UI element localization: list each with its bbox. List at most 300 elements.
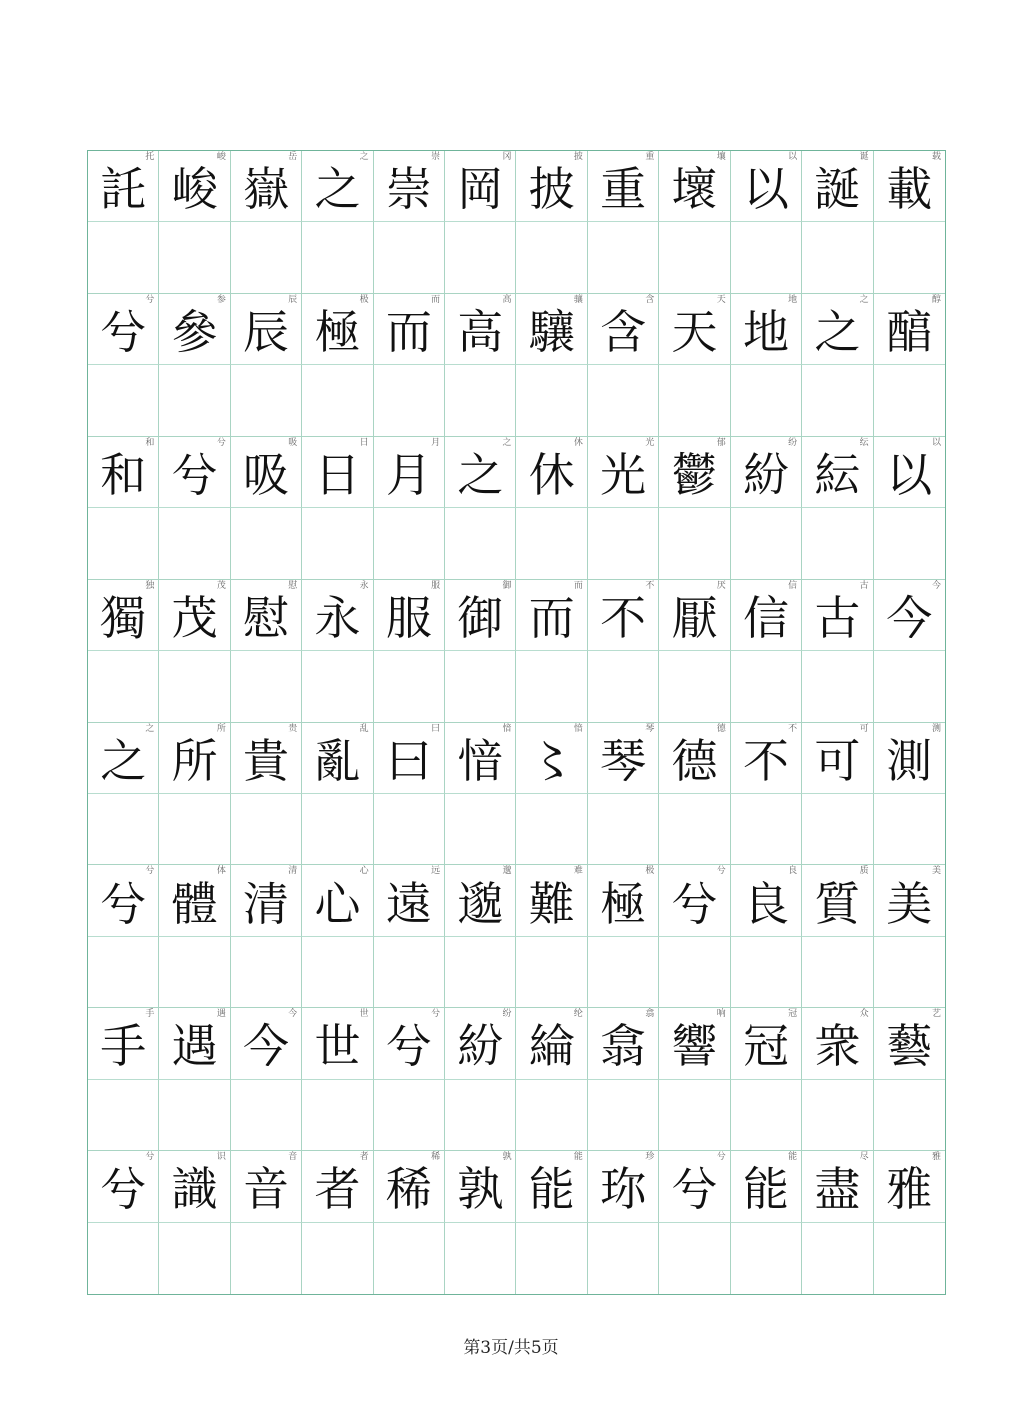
simplified-hint: 而: [573, 580, 583, 591]
blank-practice-cell: [874, 1080, 945, 1151]
simplified-hint: 能: [573, 1152, 583, 1163]
character-cell: [159, 1151, 230, 1222]
calligraphy-character: 慰: [243, 590, 290, 645]
blank-practice-cell: [731, 365, 802, 436]
calligraphy-character: 不: [742, 733, 789, 788]
character-cell: [88, 865, 159, 936]
character-cell: [302, 437, 373, 508]
simplified-hint: 琴: [645, 723, 655, 734]
blank-practice-cell: [588, 937, 659, 1008]
calligraphy-character: 含: [600, 305, 647, 360]
simplified-hint: 之: [359, 152, 369, 162]
simplified-hint: 手: [145, 1009, 155, 1020]
calligraphy-character: 體: [171, 876, 218, 931]
blank-practice-cell: [516, 365, 587, 436]
calligraphy-character: 測: [886, 733, 933, 788]
simplified-hint: 今: [931, 580, 941, 591]
calligraphy-character: 難: [528, 876, 575, 931]
calligraphy-character: 清: [243, 876, 290, 931]
simplified-hint: 雅: [931, 1152, 941, 1163]
simplified-hint: 美: [931, 866, 941, 877]
simplified-hint: 和: [145, 437, 155, 448]
simplified-hint: 测: [931, 723, 941, 734]
simplified-hint: 愔: [502, 723, 512, 734]
blank-practice-cell: [802, 1080, 873, 1151]
blank-practice-cell: [802, 222, 873, 293]
blank-practice-cell: [731, 937, 802, 1008]
calligraphy-character: 崇: [385, 162, 432, 217]
simplified-hint: 骧: [573, 294, 583, 305]
blank-practice-cell: [516, 1223, 587, 1294]
simplified-hint: 珍: [645, 1152, 655, 1163]
character-cell: [159, 294, 230, 365]
calligraphy-character: 邈: [457, 876, 504, 931]
simplified-hint: 愔: [573, 723, 583, 734]
simplified-hint: 载: [931, 152, 941, 162]
calligraphy-character: 地: [742, 305, 789, 360]
character-cell: [302, 1151, 373, 1222]
character-cell: [374, 1008, 445, 1079]
blank-practice-cell: [88, 1080, 159, 1151]
simplified-hint: 御: [502, 580, 512, 591]
character-cell: [159, 437, 230, 508]
simplified-hint: 月: [431, 437, 441, 448]
blank-practice-cell: [88, 937, 159, 1008]
calligraphy-character: 和: [100, 447, 147, 502]
blank-practice-cell: [731, 1223, 802, 1294]
character-cell: [88, 437, 159, 508]
blank-practice-cell: [374, 1080, 445, 1151]
character-cell: [588, 580, 659, 651]
calligraphy-character: 雅: [886, 1162, 933, 1217]
calligraphy-character: 手: [100, 1019, 147, 1074]
character-cell: [231, 580, 302, 651]
blank-practice-cell: [302, 937, 373, 1008]
calligraphy-character: 峻: [171, 162, 218, 217]
blank-practice-cell: [159, 1080, 230, 1151]
character-cell: [802, 1008, 873, 1079]
character-cell: [516, 294, 587, 365]
simplified-hint: 不: [788, 723, 798, 734]
character-cell: [802, 294, 873, 365]
calligraphy-character: 世: [314, 1019, 361, 1074]
calligraphy-character: 月: [385, 447, 432, 502]
calligraphy-character: 天: [671, 305, 718, 360]
simplified-hint: 体: [216, 866, 226, 877]
calligraphy-character: 之: [457, 447, 504, 502]
character-cell: [445, 1151, 516, 1222]
simplified-hint: 吸: [288, 437, 298, 448]
character-cell: [302, 723, 373, 794]
calligraphy-character: 琴: [600, 733, 647, 788]
character-cell: [445, 294, 516, 365]
simplified-hint: 众: [859, 1009, 869, 1020]
calligraphy-character: 高: [457, 305, 504, 360]
character-cell: [659, 1008, 730, 1079]
calligraphy-character: 紛: [457, 1019, 504, 1074]
calligraphy-character: 心: [314, 876, 361, 931]
character-cell: [231, 1151, 302, 1222]
calligraphy-character: 信: [742, 590, 789, 645]
blank-practice-cell: [302, 1080, 373, 1151]
character-cell: [302, 1008, 373, 1079]
calligraphy-character: 披: [528, 162, 575, 217]
blank-practice-cell: [731, 1080, 802, 1151]
character-cell: [302, 865, 373, 936]
blank-practice-cell: [874, 1223, 945, 1294]
blank-practice-cell: [445, 508, 516, 579]
simplified-hint: 极: [645, 866, 655, 877]
character-cell: [231, 437, 302, 508]
calligraphy-character: 光: [600, 447, 647, 502]
character-cell: [88, 294, 159, 365]
calligraphy-character: 而: [528, 590, 575, 645]
calligraphy-character: 稀: [385, 1162, 432, 1217]
simplified-hint: 纷: [788, 437, 798, 448]
blank-practice-cell: [874, 794, 945, 865]
blank-practice-cell: [374, 508, 445, 579]
blank-practice-cell: [445, 651, 516, 722]
character-cell: [874, 1008, 945, 1079]
calligraphy-character: 參: [171, 305, 218, 360]
character-cell: [159, 580, 230, 651]
character-cell: [731, 1008, 802, 1079]
character-cell: [731, 865, 802, 936]
blank-practice-cell: [159, 508, 230, 579]
calligraphy-character: 能: [528, 1162, 575, 1217]
calligraphy-character: 誕: [814, 162, 861, 217]
calligraphy-character: 休: [528, 447, 575, 502]
blank-practice-cell: [516, 651, 587, 722]
blank-practice-cell: [374, 794, 445, 865]
character-cell: [231, 1008, 302, 1079]
simplified-hint: 重: [645, 152, 655, 162]
character-cell: [445, 151, 516, 222]
character-cell: [588, 723, 659, 794]
simplified-hint: 德: [716, 723, 726, 734]
calligraphy-character: 之: [314, 162, 361, 217]
blank-practice-cell: [231, 937, 302, 1008]
calligraphy-character: 遠: [385, 876, 432, 931]
blank-practice-cell: [588, 651, 659, 722]
calligraphy-character: 獨: [100, 590, 147, 645]
simplified-hint: 醇: [931, 294, 941, 305]
character-cell: [874, 580, 945, 651]
character-cell: [731, 294, 802, 365]
character-cell: [802, 723, 873, 794]
character-cell: [516, 580, 587, 651]
blank-practice-cell: [659, 222, 730, 293]
blank-practice-cell: [802, 937, 873, 1008]
simplified-hint: 响: [716, 1009, 726, 1020]
simplified-hint: 独: [145, 580, 155, 591]
blank-practice-cell: [588, 794, 659, 865]
blank-practice-cell: [231, 222, 302, 293]
character-cell: [731, 580, 802, 651]
character-cell: [588, 437, 659, 508]
calligraphy-character: 驤: [528, 305, 575, 360]
calligraphy-character: 不: [600, 590, 647, 645]
character-cell: [659, 437, 730, 508]
blank-practice-cell: [659, 365, 730, 436]
blank-practice-cell: [588, 222, 659, 293]
calligraphy-character: 遇: [171, 1019, 218, 1074]
simplified-hint: 茂: [216, 580, 226, 591]
simplified-hint: 兮: [216, 437, 226, 448]
blank-practice-cell: [159, 937, 230, 1008]
character-cell: [588, 1151, 659, 1222]
calligraphy-character: 服: [385, 590, 432, 645]
calligraphy-character: 藝: [886, 1019, 933, 1074]
character-cell: [659, 865, 730, 936]
blank-practice-cell: [445, 1080, 516, 1151]
blank-practice-cell: [445, 794, 516, 865]
simplified-hint: 邈: [502, 866, 512, 877]
calligraphy-character: 美: [886, 876, 933, 931]
calligraphy-character: 兮: [671, 876, 718, 931]
blank-practice-cell: [659, 1223, 730, 1294]
character-cell: [802, 1151, 873, 1222]
simplified-hint: 服: [431, 580, 441, 591]
calligraphy-character: 古: [814, 590, 861, 645]
character-cell: [731, 723, 802, 794]
blank-practice-cell: [231, 651, 302, 722]
simplified-hint: 极: [359, 294, 369, 305]
character-cell: [516, 723, 587, 794]
simplified-hint: 音: [288, 1152, 298, 1163]
simplified-hint: 之: [502, 437, 512, 448]
blank-practice-cell: [302, 651, 373, 722]
simplified-hint: 遇: [216, 1009, 226, 1020]
calligraphy-character: 可: [814, 733, 861, 788]
calligraphy-character: 載: [886, 162, 933, 217]
blank-practice-cell: [802, 651, 873, 722]
simplified-hint: 艺: [931, 1009, 941, 1020]
character-cell: [374, 723, 445, 794]
simplified-hint: 天: [716, 294, 726, 305]
simplified-hint: 良: [788, 866, 798, 877]
blank-practice-cell: [731, 222, 802, 293]
blank-practice-cell: [731, 794, 802, 865]
simplified-hint: 纷: [502, 1009, 512, 1020]
simplified-hint: 之: [145, 723, 155, 734]
calligraphy-character: 今: [886, 590, 933, 645]
simplified-hint: 披: [573, 152, 583, 162]
calligraphy-character: 冠: [742, 1019, 789, 1074]
character-cell: [874, 151, 945, 222]
simplified-hint: 兮: [145, 294, 155, 305]
character-cell: [874, 294, 945, 365]
blank-practice-cell: [159, 365, 230, 436]
blank-practice-cell: [516, 508, 587, 579]
blank-practice-cell: [874, 365, 945, 436]
blank-practice-cell: [802, 1223, 873, 1294]
blank-practice-cell: [88, 794, 159, 865]
page-number: 第3页/共5页: [463, 1338, 559, 1358]
calligraphy-character: 翕: [600, 1019, 647, 1074]
simplified-hint: 今: [288, 1009, 298, 1020]
simplified-hint: 永: [359, 580, 369, 591]
calligraphy-character: 託: [100, 162, 147, 217]
calligraphy-character: 極: [600, 876, 647, 931]
blank-practice-cell: [159, 651, 230, 722]
simplified-hint: 兮: [716, 866, 726, 877]
character-cell: [302, 294, 373, 365]
calligraphy-character: 音: [243, 1162, 290, 1217]
simplified-hint: 冈: [502, 152, 512, 162]
simplified-hint: 含: [645, 294, 655, 305]
blank-practice-cell: [302, 1223, 373, 1294]
simplified-hint: 参: [216, 294, 226, 305]
calligraphy-character: 以: [742, 162, 789, 217]
blank-practice-cell: [802, 794, 873, 865]
character-cell: [659, 151, 730, 222]
blank-practice-cell: [874, 937, 945, 1008]
calligraphy-character: 所: [171, 733, 218, 788]
simplified-hint: 清: [288, 866, 298, 877]
simplified-hint: 兮: [431, 1009, 441, 1020]
simplified-hint: 郁: [716, 437, 726, 448]
character-cell: [159, 723, 230, 794]
calligraphy-character: 衆: [814, 1019, 861, 1074]
blank-practice-cell: [659, 937, 730, 1008]
simplified-hint: 厌: [716, 580, 726, 591]
simplified-hint: 稀: [431, 1152, 441, 1163]
simplified-hint: 信: [788, 580, 798, 591]
blank-practice-cell: [588, 1223, 659, 1294]
character-cell: [374, 294, 445, 365]
blank-practice-cell: [445, 365, 516, 436]
character-cell: [302, 151, 373, 222]
calligraphy-character: 綸: [528, 1019, 575, 1074]
character-cell: [659, 580, 730, 651]
simplified-hint: 之: [859, 294, 869, 305]
calligraphy-practice-grid: [87, 150, 946, 1295]
simplified-hint: 兮: [145, 1152, 155, 1163]
blank-practice-cell: [802, 365, 873, 436]
calligraphy-character: 之: [814, 305, 861, 360]
character-cell: [516, 151, 587, 222]
simplified-hint: 古: [859, 580, 869, 591]
character-cell: [516, 1008, 587, 1079]
blank-practice-cell: [231, 508, 302, 579]
blank-practice-cell: [445, 1223, 516, 1294]
simplified-hint: 兮: [145, 866, 155, 877]
calligraphy-character: 兮: [100, 876, 147, 931]
simplified-hint: 冠: [788, 1009, 798, 1020]
calligraphy-character: 良: [742, 876, 789, 931]
character-cell: [302, 580, 373, 651]
simplified-hint: 纭: [859, 437, 869, 448]
blank-practice-cell: [88, 508, 159, 579]
simplified-hint: 壤: [716, 152, 726, 162]
simplified-hint: 崇: [431, 152, 441, 162]
character-cell: [374, 1151, 445, 1222]
character-cell: [88, 151, 159, 222]
simplified-hint: 休: [573, 437, 583, 448]
calligraphy-character: 愔: [457, 733, 504, 788]
calligraphy-character: 珎: [600, 1162, 647, 1217]
calligraphy-character: 壞: [671, 162, 718, 217]
character-cell: [874, 865, 945, 936]
character-cell: [374, 580, 445, 651]
blank-practice-cell: [231, 1080, 302, 1151]
simplified-hint: 心: [359, 866, 369, 877]
blank-practice-cell: [374, 222, 445, 293]
simplified-hint: 峻: [216, 152, 226, 162]
blank-practice-cell: [159, 1223, 230, 1294]
calligraphy-character: 紜: [814, 447, 861, 502]
character-cell: [588, 294, 659, 365]
simplified-hint: 难: [573, 866, 583, 877]
simplified-hint: 托: [145, 152, 155, 162]
simplified-hint: 识: [216, 1152, 226, 1163]
character-cell: [159, 865, 230, 936]
character-cell: [874, 1151, 945, 1222]
simplified-hint: 不: [645, 580, 655, 591]
simplified-hint: 地: [788, 294, 798, 305]
blank-practice-cell: [159, 794, 230, 865]
blank-practice-cell: [516, 937, 587, 1008]
blank-practice-cell: [231, 365, 302, 436]
character-cell: [374, 151, 445, 222]
character-cell: [445, 723, 516, 794]
blank-practice-cell: [374, 937, 445, 1008]
character-cell: [88, 1151, 159, 1222]
simplified-hint: 慰: [288, 580, 298, 591]
character-cell: [874, 437, 945, 508]
calligraphy-character: 響: [671, 1019, 718, 1074]
character-cell: [445, 580, 516, 651]
simplified-hint: 翕: [645, 1009, 655, 1020]
simplified-hint: 孰: [502, 1152, 512, 1163]
blank-practice-cell: [731, 508, 802, 579]
calligraphy-character: 孰: [457, 1162, 504, 1217]
calligraphy-character: 識: [171, 1162, 218, 1217]
calligraphy-character: 嶽: [243, 162, 290, 217]
character-cell: [231, 294, 302, 365]
simplified-hint: 诞: [859, 152, 869, 162]
character-cell: [731, 1151, 802, 1222]
calligraphy-character: 亂: [314, 733, 361, 788]
blank-practice-cell: [516, 794, 587, 865]
calligraphy-character: 今: [243, 1019, 290, 1074]
calligraphy-character: 而: [385, 305, 432, 360]
character-cell: [516, 1151, 587, 1222]
character-cell: [374, 865, 445, 936]
blank-practice-cell: [588, 365, 659, 436]
character-cell: [802, 865, 873, 936]
blank-practice-cell: [302, 508, 373, 579]
calligraphy-character: 能: [742, 1162, 789, 1217]
blank-practice-cell: [516, 1080, 587, 1151]
blank-practice-cell: [874, 222, 945, 293]
simplified-hint: 高: [502, 294, 512, 305]
character-cell: [231, 151, 302, 222]
simplified-hint: 者: [359, 1152, 369, 1163]
calligraphy-character: 辰: [243, 305, 290, 360]
calligraphy-character: 兮: [100, 305, 147, 360]
calligraphy-character: 御: [457, 590, 504, 645]
blank-practice-cell: [374, 365, 445, 436]
calligraphy-character: 兮: [100, 1162, 147, 1217]
blank-practice-cell: [231, 794, 302, 865]
simplified-hint: 以: [931, 437, 941, 448]
simplified-hint: 光: [645, 437, 655, 448]
blank-practice-cell: [159, 222, 230, 293]
blank-practice-cell: [659, 508, 730, 579]
blank-practice-cell: [731, 651, 802, 722]
